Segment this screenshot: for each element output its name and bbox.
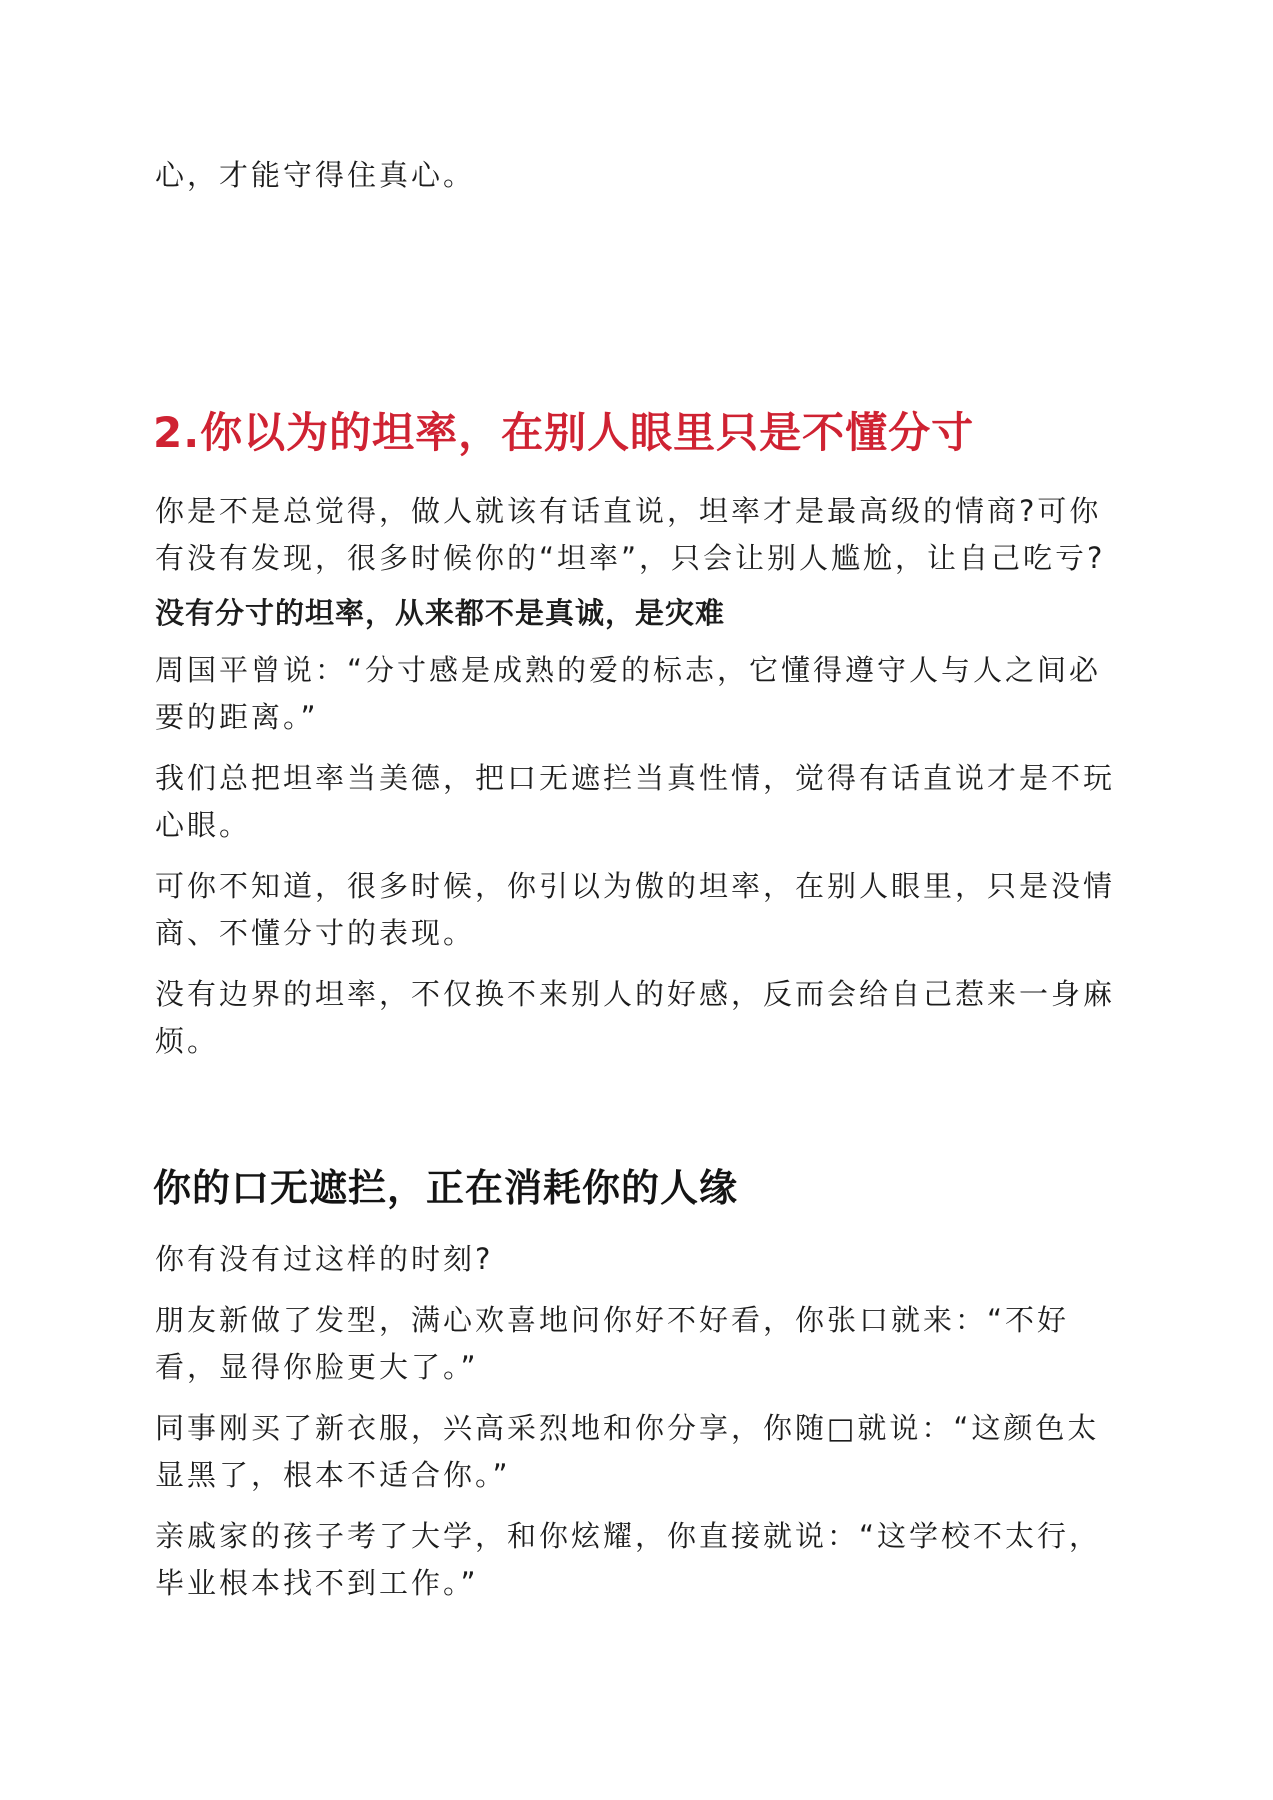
section-2-subheading: 没有分寸的坦率，从来都不是真诚，是灾难 — [155, 596, 726, 630]
paragraph: 同事刚买了新衣服，兴高采烈地和你分享，你随□就说：“这颜色太显黑了，根本不适合你。” — [155, 1411, 1100, 1492]
paragraph: 朋友新做了发型，满心欢喜地问你好不好看，你张口就来：“不好看，显得你脸更大了。” — [155, 1303, 1070, 1384]
continuation-line: 心，才能守得住真心。 — [155, 158, 476, 192]
paragraph: 周国平曾说：“分寸感是成熟的爱的标志，它懂得遵守人与人之间必要的距离。” — [155, 653, 1102, 734]
section-2-heading: 2.你以为的坦率，在别人眼里只是不懂分寸 — [153, 408, 975, 457]
intro-paragraph: 你是不是总觉得，做人就该有话直说，坦率才是最高级的情商?可你有没有发现，很多时候你的“坦率”，只会让别人尴尬，让自己吃亏? — [155, 494, 1106, 575]
paragraph: 你有没有过这样的时刻? — [155, 1242, 494, 1276]
section-3-body — [155, 1236, 1115, 1607]
paragraph: 没有边界的坦率，不仅换不来别人的好感，反而会给自己惹来一身麻烦。 — [155, 977, 1116, 1058]
section-2-body — [155, 488, 1115, 1065]
paragraph: 亲戚家的孩子考了大学，和你炫耀，你直接就说：“这学校不太行，毕业根本找不到工作。” — [155, 1519, 1102, 1600]
paragraph: 可你不知道，很多时候，你引以为傲的坦率，在别人眼里，只是没情商、不懂分寸的表现。 — [155, 869, 1116, 950]
paragraph: 我们总把坦率当美德，把口无遮拦当真性情，觉得有话直说才是不玩心眼。 — [155, 761, 1116, 842]
section-3-heading: 你的口无遮拦，正在消耗你的人缘 — [153, 1166, 739, 1210]
